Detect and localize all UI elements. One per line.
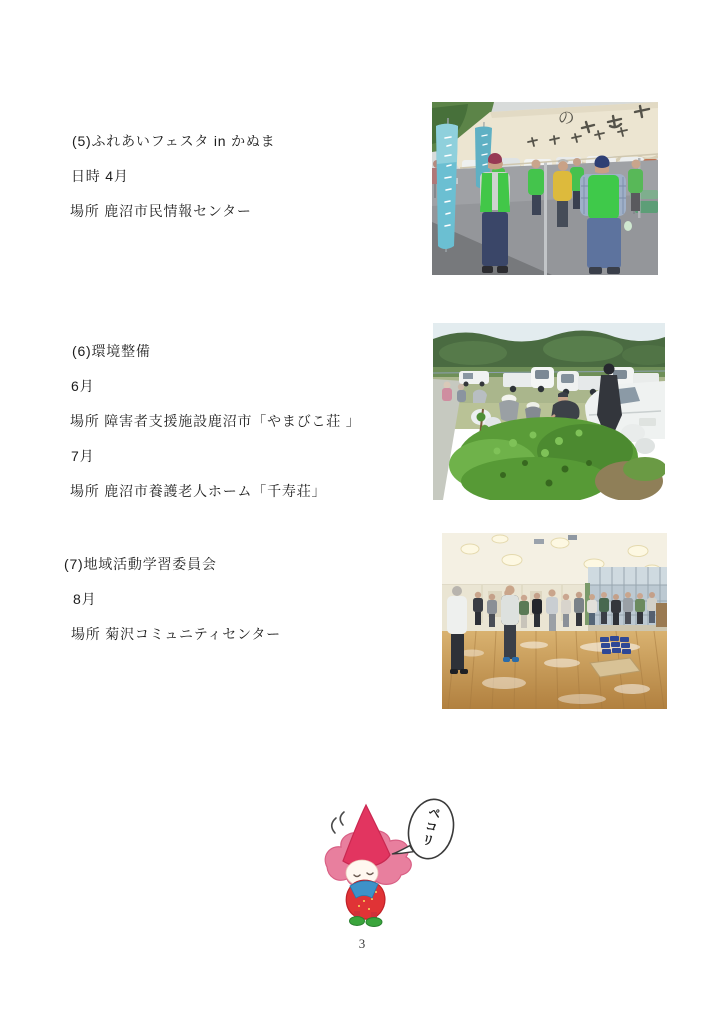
section-5-heading: (5)ふれあいフェスタ in かぬま [72, 133, 276, 149]
photo-fureai-festa-tent-event [432, 102, 658, 275]
mascot-shoe [366, 918, 382, 927]
section-6-month-2: 7月 [71, 448, 95, 464]
section-6-heading: (6)環境整備 [72, 343, 151, 359]
mascot-character [313, 793, 481, 933]
plastic-bag [635, 438, 655, 454]
photo-environment-maintenance [433, 323, 665, 500]
section-7-month: 8月 [73, 591, 97, 607]
section-5-place: 場所 鹿沼市民情報センター [70, 203, 252, 219]
section-6-place-1: 場所 障害者支援施設鹿沼市「やまびこ荘 」 [70, 413, 361, 429]
section-6-place-2: 場所 鹿沼市養護老人ホーム「千寿荘」 [70, 483, 327, 499]
section-7-place: 場所 菊沢コミュニティセンター [71, 626, 281, 642]
speech-bubble-text: ペコリ [418, 804, 442, 849]
tent-glyph-text: の [557, 108, 576, 128]
mascot-shoe [350, 917, 365, 926]
bow-motion-lines [332, 812, 344, 833]
section-6-month-1: 6月 [71, 378, 95, 394]
section-5-date: 日時 4月 [71, 168, 129, 184]
page-number: 3 [358, 936, 366, 951]
photo-community-hall-gathering [442, 533, 667, 709]
section-7-heading: (7)地域活動学習委員会 [64, 556, 217, 572]
